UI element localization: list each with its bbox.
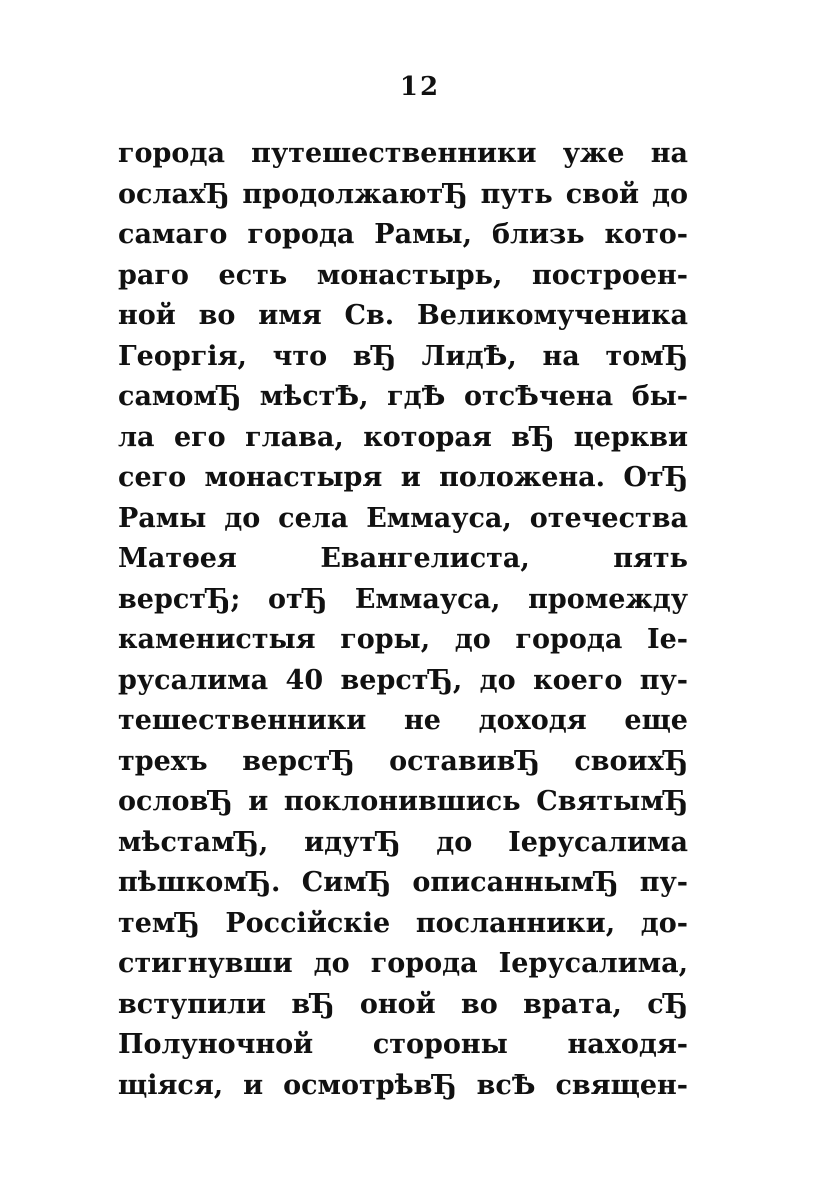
- text-line: ослахЂ продолжаютЂ путь свой до: [118, 178, 688, 210]
- page-number: 12: [399, 72, 441, 102]
- text-line: темЂ Россійскіе посланники, до-: [118, 907, 688, 939]
- text-line: самаго города Рамы, близь кото-: [118, 219, 688, 250]
- text-line: пѣшкомЂ. СимЂ описаннымЂ пу-: [118, 867, 688, 898]
- text-line: вступили вЂ оной во врата, сЂ: [118, 988, 688, 1020]
- text-line: ла его глава, которая вЂ церкви: [118, 421, 688, 453]
- text-line: сего монастыря и положена. ОтЂ: [118, 462, 688, 493]
- text-line: Полуночной стороны находя-: [118, 1029, 688, 1060]
- text-line: трехъ верстЂ оставивЂ своихЂ: [118, 745, 688, 777]
- text-line: ословЂ и поклонившись СвятымЂ: [118, 786, 688, 817]
- text-line: Рамы до села Еммауса, отечества: [118, 502, 688, 534]
- text-line: ной во имя Св. Великомученика: [118, 300, 688, 331]
- text-line: раго есть монастырь, построен-: [118, 259, 688, 291]
- text-line: каменистыя горы, до города Іе-: [118, 624, 688, 655]
- body-text: [118, 134, 688, 1106]
- text-line: города путешественники уже на: [118, 138, 688, 169]
- text-line: Георгія, что вЂ ЛидѢ, на томЂ: [118, 340, 688, 372]
- text-line: тешественники не доходя еще: [118, 705, 688, 736]
- text-line: самомЂ мѣстѢ, гдѢ отсѢчена бы-: [118, 381, 688, 412]
- text-line: стигнувши до города Іерусалима,: [118, 948, 688, 979]
- text-line: русалима 40 верстЂ, до коего пу-: [118, 664, 688, 696]
- text-line: щіяся, и осмотрѣвЂ всѢ священ-: [118, 1069, 688, 1101]
- text-line: Матѳея Евангелиста, пять: [118, 543, 688, 574]
- text-line: мѣстамЂ, идутЂ до Іерусалима: [118, 826, 688, 858]
- text-line: верстЂ; отЂ Еммауса, промежду: [118, 583, 688, 615]
